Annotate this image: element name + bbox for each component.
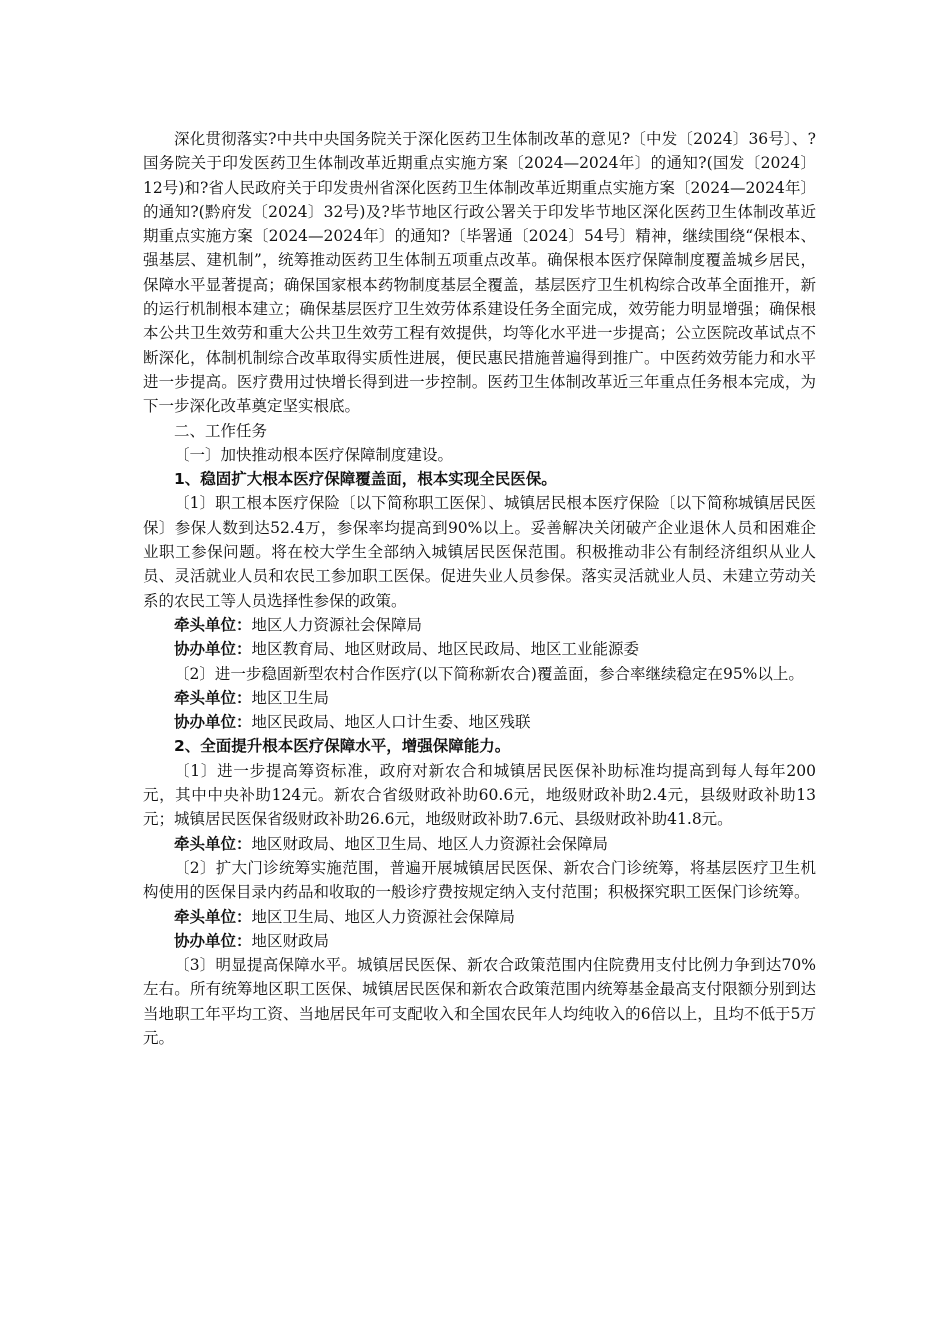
- assist-unit-label: 协办单位：: [174, 931, 252, 950]
- paragraph-item-1-1: 〔1〕职工根本医疗保险〔以下简称职工医保〕、城镇居民根本医疗保险〔以下简称城镇居民医保〕参保人数到达52.4万，参保率均提高到90%以上。妥善解决关闭破产企业退休人员和困难企业职工参保问题。将在校大学生全部纳入城镇居民医保范围。积极推动非公有制经济组织从业人员、灵活就业人员和农民工参加职工医保。促进失业人员参保。落实灵活就业人员、未建立劳动关系的农民工等人员选择性参保的政策。: [143, 494, 816, 610]
- lead-unit-line: [143, 832, 816, 856]
- lead-unit-value: 地区财政局、地区卫生局、地区人力资源社会保障局: [251, 834, 609, 853]
- lead-unit-label: 牵头单位：: [174, 834, 252, 853]
- heading-section-1: 〔一〕加快推动根本医疗保障制度建设。: [174, 445, 454, 464]
- heading-item-1: 1、稳固扩大根本医疗保障覆盖面，根本实现全民医保。: [174, 470, 557, 489]
- assist-unit-value: 地区财政局: [251, 931, 330, 950]
- lead-unit-value: 地区卫生局: [251, 688, 330, 707]
- lead-unit-label: 牵头单位：: [174, 688, 252, 707]
- assist-unit-value: 地区教育局、地区财政局、地区民政局、地区工业能源委: [251, 640, 640, 659]
- paragraph-item-2-2: 〔2〕扩大门诊统筹实施范围，普遍开展城镇居民医保、新农合门诊统筹，将基层医疗卫生机构使用的医保目录内药品和收取的一般诊疗费按规定纳入支付范围；积极探究职工医保门诊统筹。: [143, 858, 816, 902]
- assist-unit-line: [143, 929, 816, 953]
- paragraph-intro: 深化贯彻落实?中共中央国务院关于深化医药卫生体制改革的意见?〔中发〔2024〕36号〕、?国务院关于印发医药卫生体制改革近期重点实施方案〔2024—2024年〕的通知?(国发〔2024〕12号)和?省人民政府关于印发贵州省深化医药卫生体制改革近期重点实施方案〔2024—2024年〕的通知?(黔府发〔2024〕32号)及?毕节地区行政公署关于印发毕节地区深化医药卫生体制改革近期重点实施方案〔2024—2024年〕的通知?〔毕署通〔2024〕54号〕精神，继续围绕“保根本、强基层、建机制”，统筹推动医药卫生体制五项重点改革。确保根本医疗保障制度覆盖城乡居民，保障水平显著提高；确保国家根本药物制度基层全覆盖，基层医疗卫生机构综合改革全面推开，新的运行机制根本建立；确保基层医疗卫生效劳体系建设任务全面完成，效劳能力明显增强；确保根本公共卫生效劳和重大公共卫生效劳工程有效提供，均等化水平进一步提高；公立医院改革试点不断深化，体制机制综合改革取得实质性进展，便民惠民措施普遍得到推广。中医药效劳能力和水平进一步提高。医疗费用过快增长得到进一步控制。医药卫生体制改革近三年重点任务根本完成，为下一步深化改革奠定坚实根底。: [143, 130, 816, 416]
- lead-unit-line: [143, 613, 816, 637]
- lead-unit-line: [143, 686, 816, 710]
- assist-unit-value: 地区民政局、地区人口计生委、地区残联: [251, 713, 531, 732]
- assist-unit-line: [143, 710, 816, 734]
- lead-unit-label: 牵头单位：: [174, 615, 252, 634]
- paragraph-item-2-3: 〔3〕明显提高保障水平。城镇居民医保、新农合政策范围内住院费用支付比例力争到达70%左右。所有统筹地区职工医保、城镇居民医保和新农合政策范围内统筹基金最高支付限额分别到达当地职工年平均工资、当地居民年可支配收入和全国农民年人均纯收入的6倍以上，且均不低于5万元。: [143, 956, 816, 1047]
- lead-unit-label: 牵头单位：: [174, 907, 252, 926]
- heading-item-2: 2、全面提升根本医疗保障水平，增强保障能力。: [174, 737, 511, 756]
- heading-work-tasks: 二、工作任务: [174, 421, 268, 440]
- paragraph-item-1-2: 〔2〕进一步稳固新型农村合作医疗(以下简称新农合)覆盖面，参合率继续稳定在95%以上。: [174, 664, 804, 683]
- lead-unit-value: 地区卫生局、地区人力资源社会保障局: [251, 907, 516, 926]
- lead-unit-value: 地区人力资源社会保障局: [251, 615, 423, 634]
- lead-unit-line: [143, 905, 816, 929]
- paragraph-item-2-1: 〔1〕进一步提高筹资标准，政府对新农合和城镇居民医保补助标准均提高到每人每年200元，其中中央补助124元。新农合省级财政补助60.6元，地级财政补助2.4元，县级财政补助13元；城镇居民医保省级财政补助26.6元，地级财政补助7.6元、县级财政补助41.8元。: [143, 761, 816, 829]
- assist-unit-label: 协办单位：: [174, 713, 252, 732]
- assist-unit-line: [143, 637, 816, 661]
- assist-unit-label: 协办单位：: [174, 640, 252, 659]
